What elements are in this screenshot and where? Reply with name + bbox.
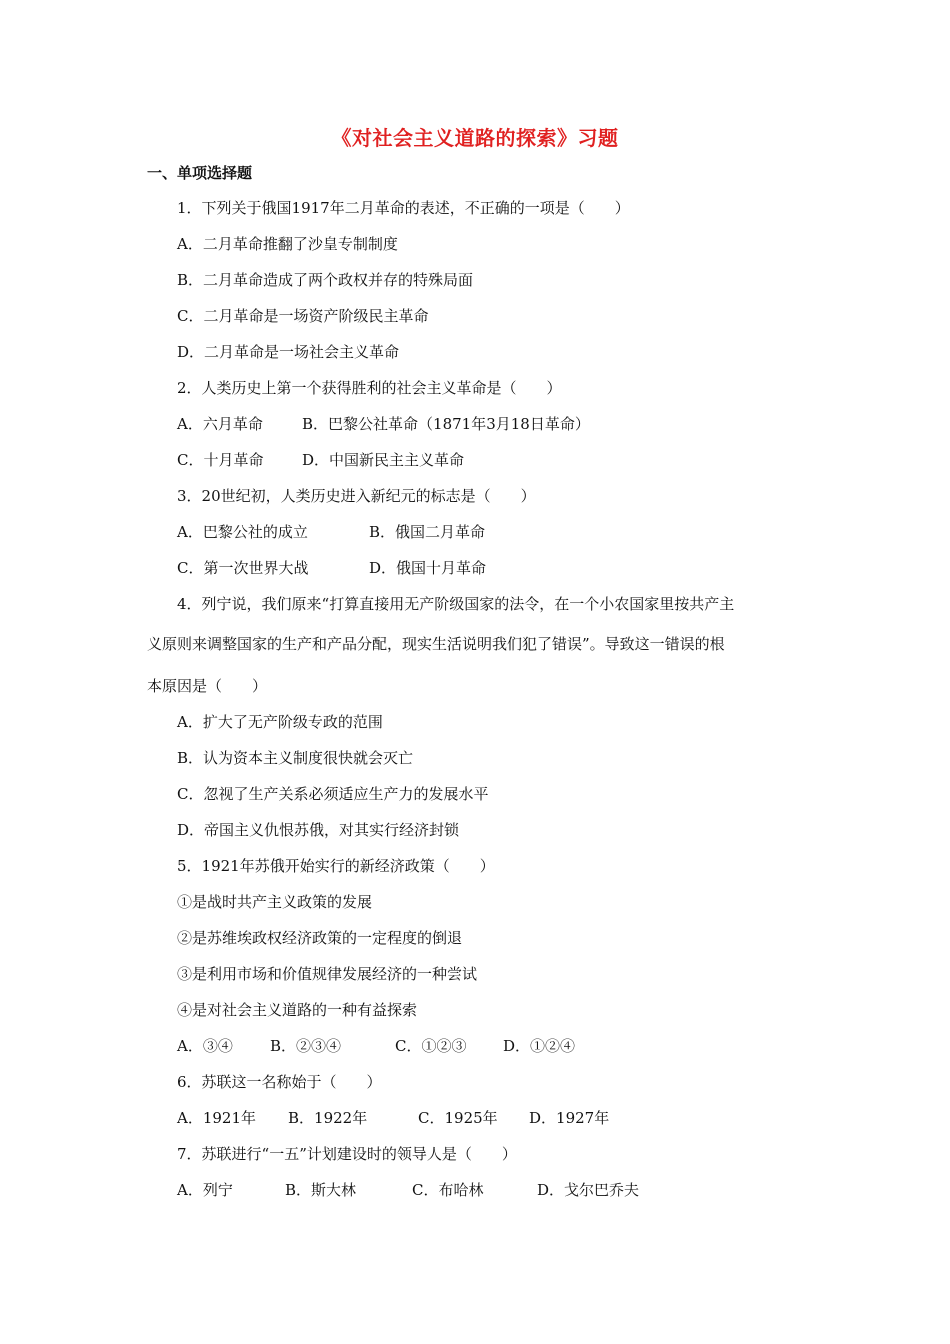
question-5-option-d: D．①②④ bbox=[503, 1037, 576, 1055]
question-5-statement-3: ③是利用市场和价值规律发展经济的一种尝试 bbox=[177, 965, 478, 983]
question-5-option-b: B．②③④ bbox=[270, 1037, 342, 1055]
question-7-option-d: D．戈尔巴乔夫 bbox=[537, 1181, 640, 1199]
question-1-option-a: A．二月革命推翻了沙皇专制制度 bbox=[177, 235, 398, 253]
question-5-stem: 5．1921年苏俄开始实行的新经济政策（ ） bbox=[177, 857, 495, 875]
question-3-option-b: B．俄国二月革命 bbox=[369, 523, 486, 541]
question-7-option-b: B．斯大林 bbox=[285, 1181, 357, 1199]
question-3-stem: 3．20世纪初，人类历史进入新纪元的标志是（ ） bbox=[177, 487, 536, 505]
question-1-option-c: C．二月革命是一场资产阶级民主革命 bbox=[177, 307, 429, 325]
question-6-stem: 6．苏联这一名称始于（ ） bbox=[177, 1073, 382, 1091]
question-2-option-a: A．六月革命 bbox=[177, 415, 263, 433]
question-1-option-b: B．二月革命造成了两个政权并存的特殊局面 bbox=[177, 271, 474, 289]
question-5-option-c: C．①②③ bbox=[395, 1037, 467, 1055]
question-7-stem: 7．苏联进行“一五”计划建设时的领导人是（ ） bbox=[177, 1145, 517, 1163]
question-4-option-d: D．帝国主义仇恨苏俄，对其实行经济封锁 bbox=[177, 821, 460, 839]
question-4-option-a: A．扩大了无产阶级专政的范围 bbox=[177, 713, 383, 731]
question-1-option-d: D．二月革命是一场社会主义革命 bbox=[177, 343, 400, 361]
question-3-option-a: A．巴黎公社的成立 bbox=[177, 523, 308, 541]
question-4-stem-line-1: 4．列宁说，我们原来“打算直接用无产阶级国家的法令，在一个小农国家里按共产主 bbox=[177, 595, 735, 613]
question-2-option-d: D．中国新民主主义革命 bbox=[302, 451, 465, 469]
question-7-option-a: A．列宁 bbox=[177, 1181, 233, 1199]
question-3-option-d: D．俄国十月革命 bbox=[369, 559, 487, 577]
question-6-option-d: D．1927年 bbox=[529, 1109, 610, 1127]
question-4-option-b: B．认为资本主义制度很快就会灭亡 bbox=[177, 749, 414, 767]
question-5-statement-4: ④是对社会主义道路的一种有益探索 bbox=[177, 1001, 418, 1019]
question-2-option-b: B．巴黎公社革命（1871年3月18日革命） bbox=[302, 415, 590, 433]
question-4-stem-line-2: 义原则来调整国家的生产和产品分配，现实生活说明我们犯了错误”。导致这一错误的根 bbox=[147, 635, 725, 653]
question-5-statement-2: ②是苏维埃政权经济政策的一定程度的倒退 bbox=[177, 929, 463, 947]
question-6-option-b: B．1922年 bbox=[288, 1109, 368, 1127]
section-heading: 一、单项选择题 bbox=[147, 164, 253, 182]
question-1-stem: 1．下列关于俄国1917年二月革命的表述，不正确的一项是（ ） bbox=[177, 199, 630, 217]
document-title: 《对社会主义道路的探索》习题 bbox=[331, 126, 619, 150]
question-7-option-c: C．布哈林 bbox=[412, 1181, 484, 1199]
question-3-option-c: C．第一次世界大战 bbox=[177, 559, 309, 577]
question-2-stem: 2．人类历史上第一个获得胜利的社会主义革命是（ ） bbox=[177, 379, 562, 397]
question-2-option-c: C．十月革命 bbox=[177, 451, 264, 469]
question-6-option-c: C．1925年 bbox=[418, 1109, 498, 1127]
question-4-option-c: C．忽视了生产关系必须适应生产力的发展水平 bbox=[177, 785, 489, 803]
question-5-statement-1: ①是战时共产主义政策的发展 bbox=[177, 893, 373, 911]
question-4-stem-line-3: 本原因是（ ） bbox=[147, 677, 268, 695]
question-6-option-a: A．1921年 bbox=[177, 1109, 257, 1127]
question-5-option-a: A．③④ bbox=[177, 1037, 233, 1055]
